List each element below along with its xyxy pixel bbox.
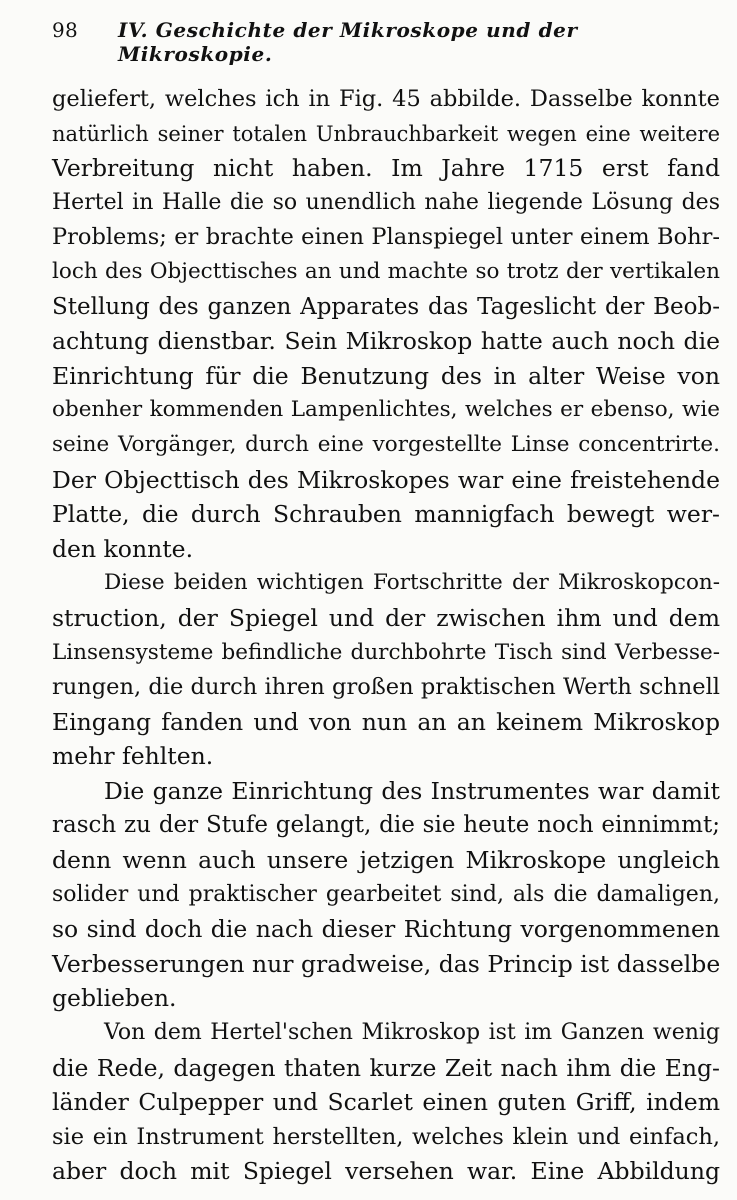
text-line: Platte, die durch Schrauben mannigfach bewegt wer- — [52, 500, 720, 529]
text-line: die Rede, dagegen thaten kurze Zeit nach ihm die Eng- — [52, 1053, 720, 1082]
text-line: aber doch mit Spiegel versehen war. Eine Abbildung — [52, 1157, 720, 1186]
text-line: seine Vorgänger, durch eine vorgestellte Linse concentrirte. — [52, 431, 720, 457]
text-line: solider und praktischer gearbeitet sind, als die damaligen, — [52, 881, 720, 907]
page-number: 98 — [52, 18, 79, 42]
text-line: loch des Objecttisches an und machte so trotz der vertikalen — [52, 258, 720, 284]
text-line: so sind doch die nach dieser Richtung vorgenommenen — [52, 915, 720, 944]
text-line: Linsensysteme befindliche durchbohrte Tisch sind Verbesse- — [52, 639, 720, 665]
paragraph — [52, 566, 720, 774]
text-line: struction, der Spiegel und der zwischen ihm und dem — [52, 603, 720, 632]
text-line: länder Culpepper und Scarlet einen guten Griff, indem — [52, 1088, 720, 1117]
text-line: achtung dienstbar. Sein Mikroskop hatte auch noch die — [52, 327, 720, 356]
text-line: Der Objecttisch des Mikroskopes war eine freistehende — [52, 465, 720, 494]
text-line: Verbreitung nicht haben. Im Jahre 1715 erst fand — [52, 154, 720, 183]
running-header — [52, 18, 692, 66]
text-line: rungen, die durch ihren großen praktischen Werth schnell — [52, 674, 720, 701]
text-line: sie ein Instrument herstellten, welches klein und einfach, — [52, 1123, 720, 1150]
paragraph — [52, 82, 720, 566]
text-line: den konnte. — [52, 534, 194, 563]
text-line: denn wenn auch unsere jetzigen Mikroskope ungleich — [52, 846, 720, 875]
paragraph — [52, 1016, 720, 1189]
text-line: Stellung des ganzen Apparates das Tageslicht der Beob- — [52, 293, 720, 320]
text-line: Verbesserungen nur gradweise, das Princip ist dasselbe — [52, 949, 721, 978]
text-line: Eingang fanden und von nun an an keinem Mikroskop — [52, 707, 720, 736]
text-line: rasch zu der Stufe gelangt, die sie heute noch einnimmt; — [52, 812, 720, 839]
paragraph — [52, 774, 720, 1016]
text-line: geliefert, welches ich in Fig. 45 abbilde. Dasselbe konnte — [52, 86, 720, 112]
text-line: obenher kommenden Lampenlichtes, welches er ebenso, wie — [52, 397, 720, 423]
text-line: Problems; er brachte einen Planspiegel unter einem Bohr- — [52, 224, 720, 251]
body-text — [52, 82, 720, 1189]
text-line: Hertel in Halle die so unendlich nahe liegende Lösung des — [52, 189, 720, 215]
text-line: Diese beiden wichtigen Fortschritte der Mikroskopcon- — [104, 570, 720, 596]
text-line: Von dem Hertel'schen Mikroskop ist im Ganzen wenig — [104, 1020, 720, 1046]
text-line: Die ganze Einrichtung des Instrumentes war damit — [104, 776, 720, 805]
text-line: mehr fehlten. — [52, 742, 214, 771]
running-title: IV. Geschichte der Mikroskope und der Mikroskopie. — [118, 18, 578, 66]
text-line: Einrichtung für die Benutzung des in alter Weise von — [52, 361, 720, 390]
text-line: natürlich seiner totalen Unbrauchbarkeit wegen eine weitere — [52, 121, 720, 146]
text-line: geblieben. — [52, 984, 177, 1013]
